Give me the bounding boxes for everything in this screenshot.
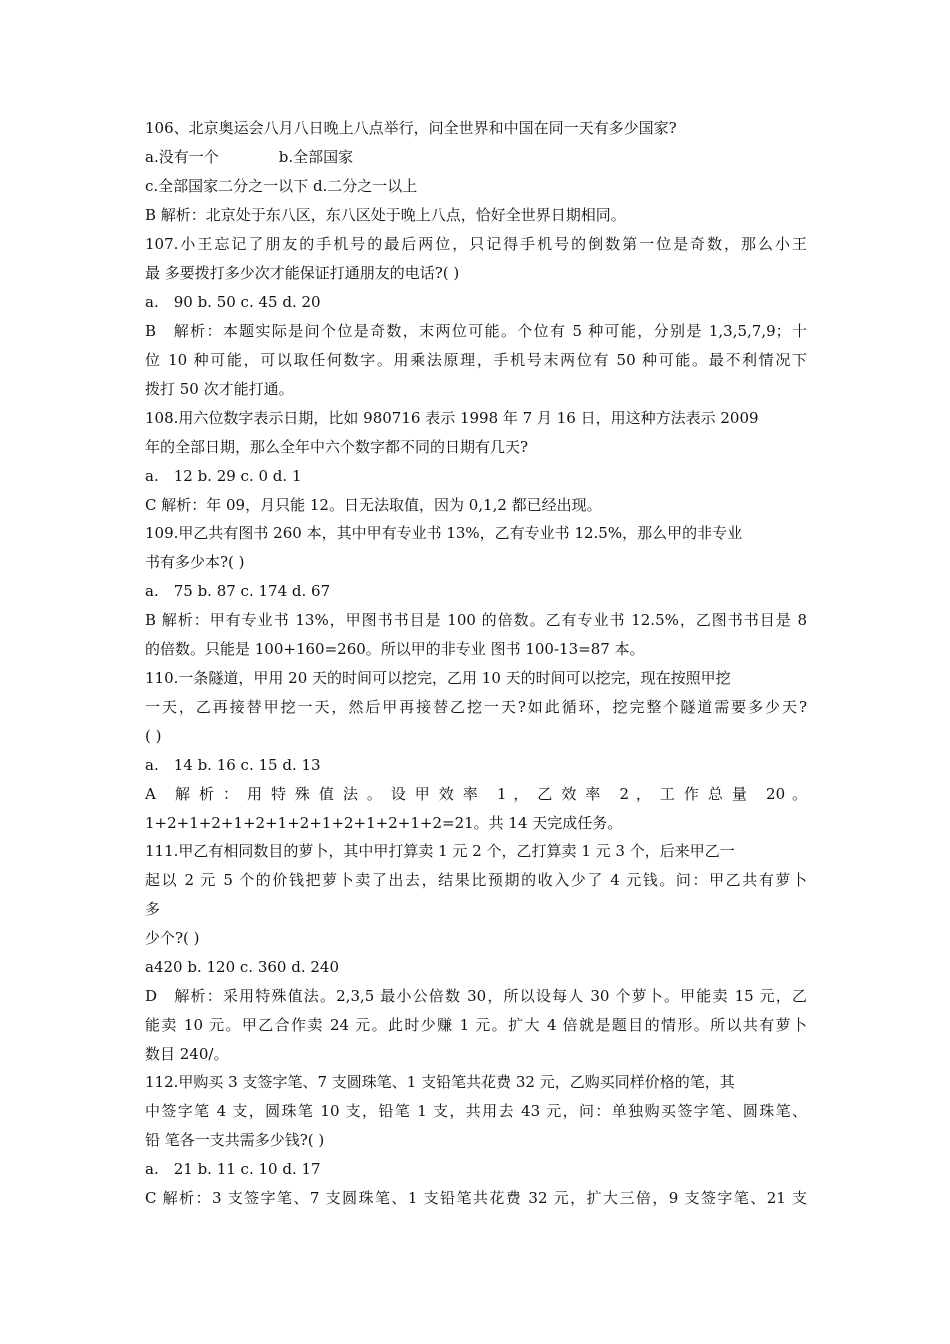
q108-question-line1: 108.用六位数字表示日期，比如 980716 表示 1998 年 7 月 16 日，用这种方法表示 2009: [145, 409, 759, 427]
q111-answer-line1: D 解析：采用特殊值法。2,3,5 最小公倍数 30，所以设每人 30 个萝卜。甲能卖 15 元，乙: [145, 987, 807, 1005]
q111-question-line1: 111.甲乙有相同数目的萝卜，其中甲打算卖 1 元 2 个，乙打算卖 1 元 3 个，后来甲乙一: [145, 842, 735, 860]
q108-question-line2: 年的全部日期，那么全年中六个数字都不同的日期有几天?: [145, 438, 529, 456]
q111-options: a420 b. 120 c. 360 d. 240: [145, 958, 339, 976]
q107-answer-line2: 位 10 种可能，可以取任何数字。用乘法原理，手机号末两位有 50 种可能。最不利情况下: [145, 351, 807, 369]
q109-options: a. 75 b. 87 c. 174 d. 67: [145, 582, 331, 600]
q107-answer-line1: B 解析：本题实际是问个位是奇数，末两位可能。个位有 5 种可能，分别是 1,3,5,7,9；十: [145, 322, 807, 340]
q111-answer-line2: 能卖 10 元。甲乙合作卖 24 元。此时少赚 1 元。扩大 4 倍就是题目的情形。所以共有萝卜: [145, 1016, 807, 1034]
q106-options-cd: c.全部国家二分之一以下 d.二分之一以上: [145, 177, 418, 195]
q106-question: 106、北京奥运会八月八日晚上八点举行，问全世界和中国在同一天有多少国家?: [145, 119, 677, 137]
q107-question-line1: 107.小王忘记了朋友的手机号的最后两位，只记得手机号的倒数第一位是奇数，那么小王: [145, 235, 807, 253]
q108-options: a. 12 b. 29 c. 0 d. 1: [145, 467, 302, 485]
q112-answer-line1: C 解析：3 支签字笔、7 支圆珠笔、1 支铅笔共花费 32 元，扩大三倍，9 支签字笔、21 支: [145, 1189, 807, 1207]
q106-options-ab: a.没有一个 b.全部国家: [145, 148, 354, 166]
q109-answer-line1: B 解析：甲有专业书 13%，甲图书书目是 100 的倍数。乙有专业书 12.5%，乙图书书目是 8: [145, 611, 807, 629]
q110-answer-line2: 1+2+1+2+1+2+1+2+1+2+1+2+1+2=21。共 14 天完成任务。: [145, 814, 623, 832]
q110-question-line1: 110.一条隧道，甲用 20 天的时间可以挖完，乙用 10 天的时间可以挖完，现在按照甲挖: [145, 669, 731, 687]
q112-options: a. 21 b. 11 c. 10 d. 17: [145, 1160, 321, 1178]
q110-question-line3: ( ): [145, 727, 162, 745]
q112-question-line3: 铅 笔各一支共需多少钱?( ): [145, 1131, 325, 1149]
q111-question-line4: 少个?( ): [145, 929, 200, 947]
q111-question-line2: 起以 2 元 5 个的价钱把萝卜卖了出去，结果比预期的收入少了 4 元钱。问：甲乙共有萝卜: [145, 871, 807, 889]
q110-question-line2: 一天，乙再接替甲挖一天，然后甲再接替乙挖一天?如此循环，挖完整个隧道需要多少天?: [145, 698, 807, 716]
q109-answer-line2: 的倍数。只能是 100+160=260。所以甲的非专业 图书 100-13=87 本。: [145, 640, 645, 658]
q107-question-line2: 最 多要拨打多少次才能保证打通朋友的电话?( ): [145, 264, 460, 282]
q109-question-line1: 109.甲乙共有图书 260 本，其中甲有专业书 13%，乙有专业书 12.5%，那么甲的非专业: [145, 524, 743, 542]
q111-question-line3: 多: [145, 900, 161, 918]
q111-answer-line3: 数目 240/。: [145, 1045, 229, 1063]
q109-question-line2: 书有多少本?( ): [145, 553, 245, 571]
q107-answer-line3: 拨打 50 次才能打通。: [145, 380, 294, 398]
q112-question-line1: 112.甲购买 3 支签字笔、7 支圆珠笔、1 支铅笔共花费 32 元，乙购买同样价格的笔，其: [145, 1073, 735, 1091]
q112-question-line2: 中签字笔 4 支，圆珠笔 10 支，铅笔 1 支，共用去 43 元，问：单独购买签字笔、圆珠笔、: [145, 1102, 807, 1120]
q110-options: a. 14 b. 16 c. 15 d. 13: [145, 756, 321, 774]
q110-answer-line1: A 解 析 ： 用 特 殊 值 法 。 设 甲 效 率 1 ， 乙 效 率 2 ， 工 作 总 量 20 。: [145, 785, 807, 803]
q106-answer: B 解析：北京处于东八区，东八区处于晚上八点，恰好全世界日期相同。: [145, 206, 626, 224]
q107-options: a. 90 b. 50 c. 45 d. 20: [145, 293, 321, 311]
q108-answer: C 解析：年 09，月只能 12。日无法取值，因为 0,1,2 都已经出现。: [145, 496, 602, 514]
